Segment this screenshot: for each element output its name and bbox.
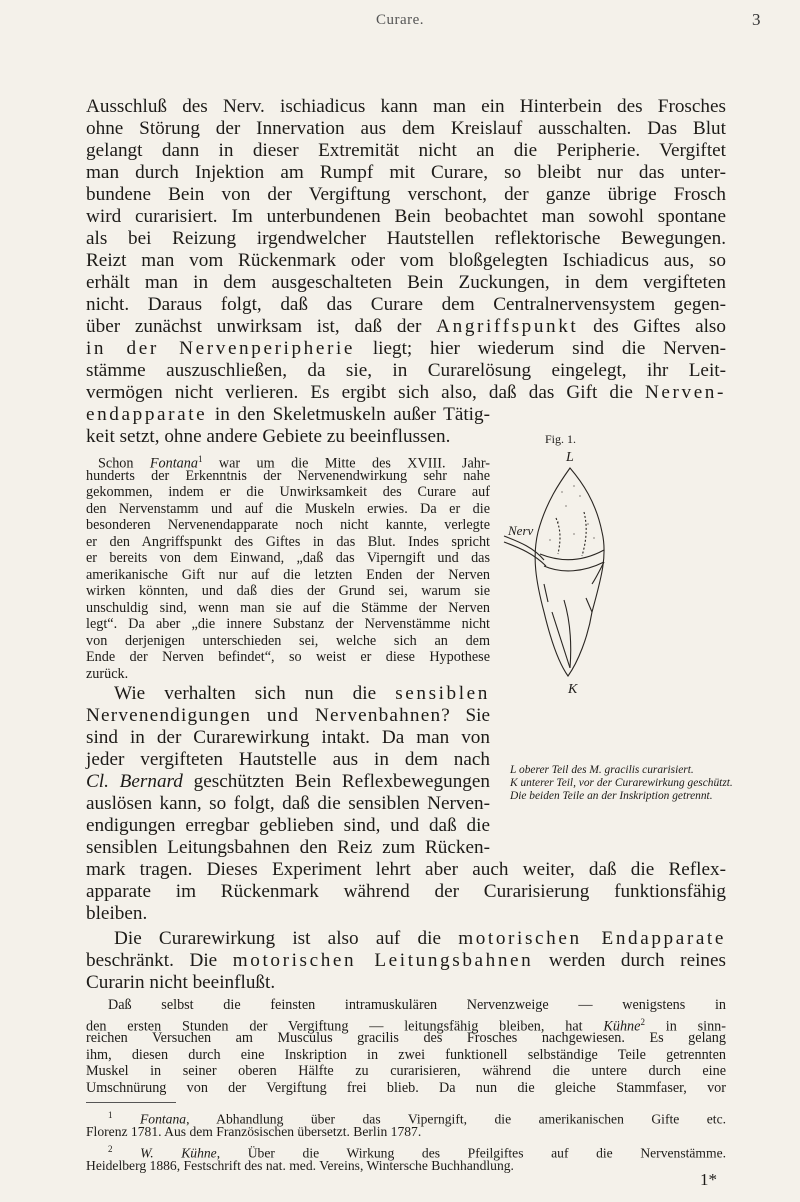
figure-label-top: L: [566, 450, 574, 465]
footnote-2: $^2$ W. Kühne, Über die Wirkung des Pfeilgiftes auf die Nervenstämme.: [108, 1144, 726, 1161]
small-line: legt“. Da aber „die innere Substanz der Nervenstämme nicht: [86, 616, 490, 632]
small-line: gekommen, indem er die Unwirksamkeit des Curare auf: [86, 484, 490, 500]
caption-L: L oberer Teil des M. gracilis curarisiert.: [510, 764, 694, 776]
small-line: Ende der Nerven befindet“, so weist er diese Hypothese: [86, 649, 490, 665]
inscription-line: [540, 550, 604, 560]
small-line: zurück.: [86, 665, 129, 682]
small-line: den ersten Stunden der Vergiftung — leitungsfähig bleiben, hat Kühne$^2$ in sinn-: [86, 1016, 726, 1035]
footnote-1-cont: Florenz 1781. Aus dem Französischen übersetzt. Berlin 1787.: [86, 1124, 422, 1139]
body-line: sensiblen Leitungsbahnen den Reiz zum Rücken-: [86, 837, 490, 858]
nerve-line: [504, 536, 544, 560]
body-line: Ausschluß des Nerv. ischiadicus kann man ein Hinterbein des Frosches: [86, 96, 726, 117]
body-line: bleiben.: [86, 903, 148, 924]
small-line: den Nervenstamm und auf die Muskeln erwies. Da er die: [86, 500, 490, 517]
figure-title: Fig. 1.: [545, 432, 577, 446]
running-header: Curare.: [375, 12, 425, 28]
muscle-illustration: [500, 462, 660, 682]
caption-K: K unterer Teil, vor der Curarewirkung geschützt.: [510, 777, 733, 790]
small-line: ihm, diesen durch eine Inskription in zwei funktionell selbständige Teile getrennten: [86, 1046, 726, 1063]
body-line: Wie verhalten sich nun die sensiblen: [114, 683, 490, 704]
small-line: reichen Versuchen am Musculus gracilis des Frosches nachgewiesen. Es gelang: [86, 1030, 726, 1046]
body-line: keit setzt, ohne andere Gebiete zu beeinflussen.: [86, 426, 451, 447]
small-line: hunderts der Erkenntnis der Nervenendwirkung sehr nahe: [86, 467, 490, 484]
body-line: Die Curarewirkung ist also auf die motorischen Endapparate: [114, 928, 726, 949]
body-line: wird curarisiert. Im unterbundenen Bein beobachtet man sowohl spontane: [86, 206, 726, 227]
body-line: endapparate in den Skeletmuskeln außer Tätig-: [86, 404, 490, 425]
small-line: wirken könnten, und daß dies der Grund sei, warum sie: [86, 583, 490, 599]
small-line: amerikanische Gift nur auf die letzten Enden der Nerven: [86, 566, 490, 583]
body-line: als bei Reizung irgendwelcher Hautstellen reflektorische Bewegungen.: [86, 228, 726, 249]
small-line: er den Angriffspunkt des Giftes in das Blut. Indes spricht: [86, 533, 490, 550]
small-line: Umschnürung von der Vergiftung frei blieb. Da nun die gleiche Stammfaser, vor: [86, 1079, 726, 1096]
small-line: er bereits von dem Einwand, „daß das Viperngift und das: [86, 550, 490, 566]
muscle-outline: [535, 468, 604, 676]
caption-extra: Die beiden Teile an der Inskription getrennt.: [510, 790, 713, 803]
footnote-2-cont: Heidelberg 1886, Festschrift des nat. med. Vereins, Wintersche Buchhandlung.: [86, 1158, 514, 1173]
body-line: über zunächst unwirksam ist, daß der Angriffspunkt des Giftes also: [86, 316, 726, 337]
body-line: beschränkt. Die motorischen Leitungsbahnen werden durch reines: [86, 950, 726, 971]
body-line: gelangt dann in dieser Extremität nicht an die Peripherie. Vergiftet: [86, 140, 726, 161]
body-line: jeder vergifteten Hautstelle aus in dem nach: [86, 749, 490, 770]
signature-mark: 1*: [700, 1170, 717, 1189]
body-line: nicht. Daraus folgt, daß das Curare dem Centralnervensystem gegen-: [86, 294, 726, 315]
body-line: Nervenendigungen und Nervenbahnen? Sie: [86, 705, 490, 726]
figure-caption: [510, 764, 736, 804]
small-line: unschuldig sind, wenn man sie auf die Stämme der Nerven: [86, 599, 490, 616]
footnote-rule: [86, 1102, 176, 1103]
small-line: Muskel in seiner oberen Hälfte zu curarisieren, während die untere durch eine: [86, 1063, 726, 1079]
body-line: endigungen erregbar geblieben sind, und daß die: [86, 815, 490, 836]
body-line: stämme auszuschließen, da sie, in Curarelösung eingelegt, ihr Leit-: [86, 360, 726, 381]
body-line: apparate im Rückenmark während der Curarisierung funktionsfähig: [86, 881, 726, 902]
body-line: Curarin nicht beeinflußt.: [86, 972, 276, 993]
body-line: man durch Injektion am Rumpf mit Curare, so bleibt nur das unter-: [86, 162, 726, 183]
body-line: auslösen kann, so folgt, daß die sensiblen Nerven-: [86, 793, 490, 814]
body-line: in der Nervenperipherie liegt; hier wiederum sind die Nerven-: [86, 338, 726, 359]
small-line: Daß selbst die feinsten intramuskulären Nervenzweige — wenigstens in: [108, 997, 726, 1013]
body-line: Cl. Bernard geschützten Bein Reflexbewegungen: [86, 771, 491, 792]
body-line: ohne Störung der Innervation aus dem Kreislauf ausschalten. Das Blut: [86, 118, 726, 139]
body-line: bundene Bein von der Vergiftung verschont, der ganze übrige Frosch: [86, 184, 726, 205]
small-line: besonderen Nervenendapparate noch nicht kannte, verlegte: [86, 517, 490, 533]
footnote-1: $^1$ Fontana, Abhandlung über das Viperngift, die amerikanischen Gifte etc.: [108, 1110, 727, 1127]
figure-label-nerve: Nerv: [508, 523, 534, 538]
body-line: mark tragen. Dieses Experiment lehrt aber auch weiter, daß die Reflex-: [86, 859, 726, 880]
page-number: 3: [752, 10, 761, 29]
body-line: erhält man in dem ausgeschalteten Bein Zuckungen, in dem vergifteten: [86, 272, 726, 293]
small-line: Schon Fontana$^1$ war um die Mitte des XVIII. Jahr-: [98, 454, 491, 472]
body-line: sind in der Curarewirkung intakt. Da man von: [86, 727, 490, 748]
body-line: Reizt man vom Rückenmark oder vom bloßgelegten Ischiadicus aus, so: [86, 250, 726, 271]
figure-label-bottom: K: [568, 682, 578, 697]
body-line: vermögen nicht verlieren. Es ergibt sich also, daß das Gift die Nerven-: [86, 382, 726, 403]
small-line: von derjenigen unterschieden sei, welche sich an dem: [86, 632, 490, 649]
